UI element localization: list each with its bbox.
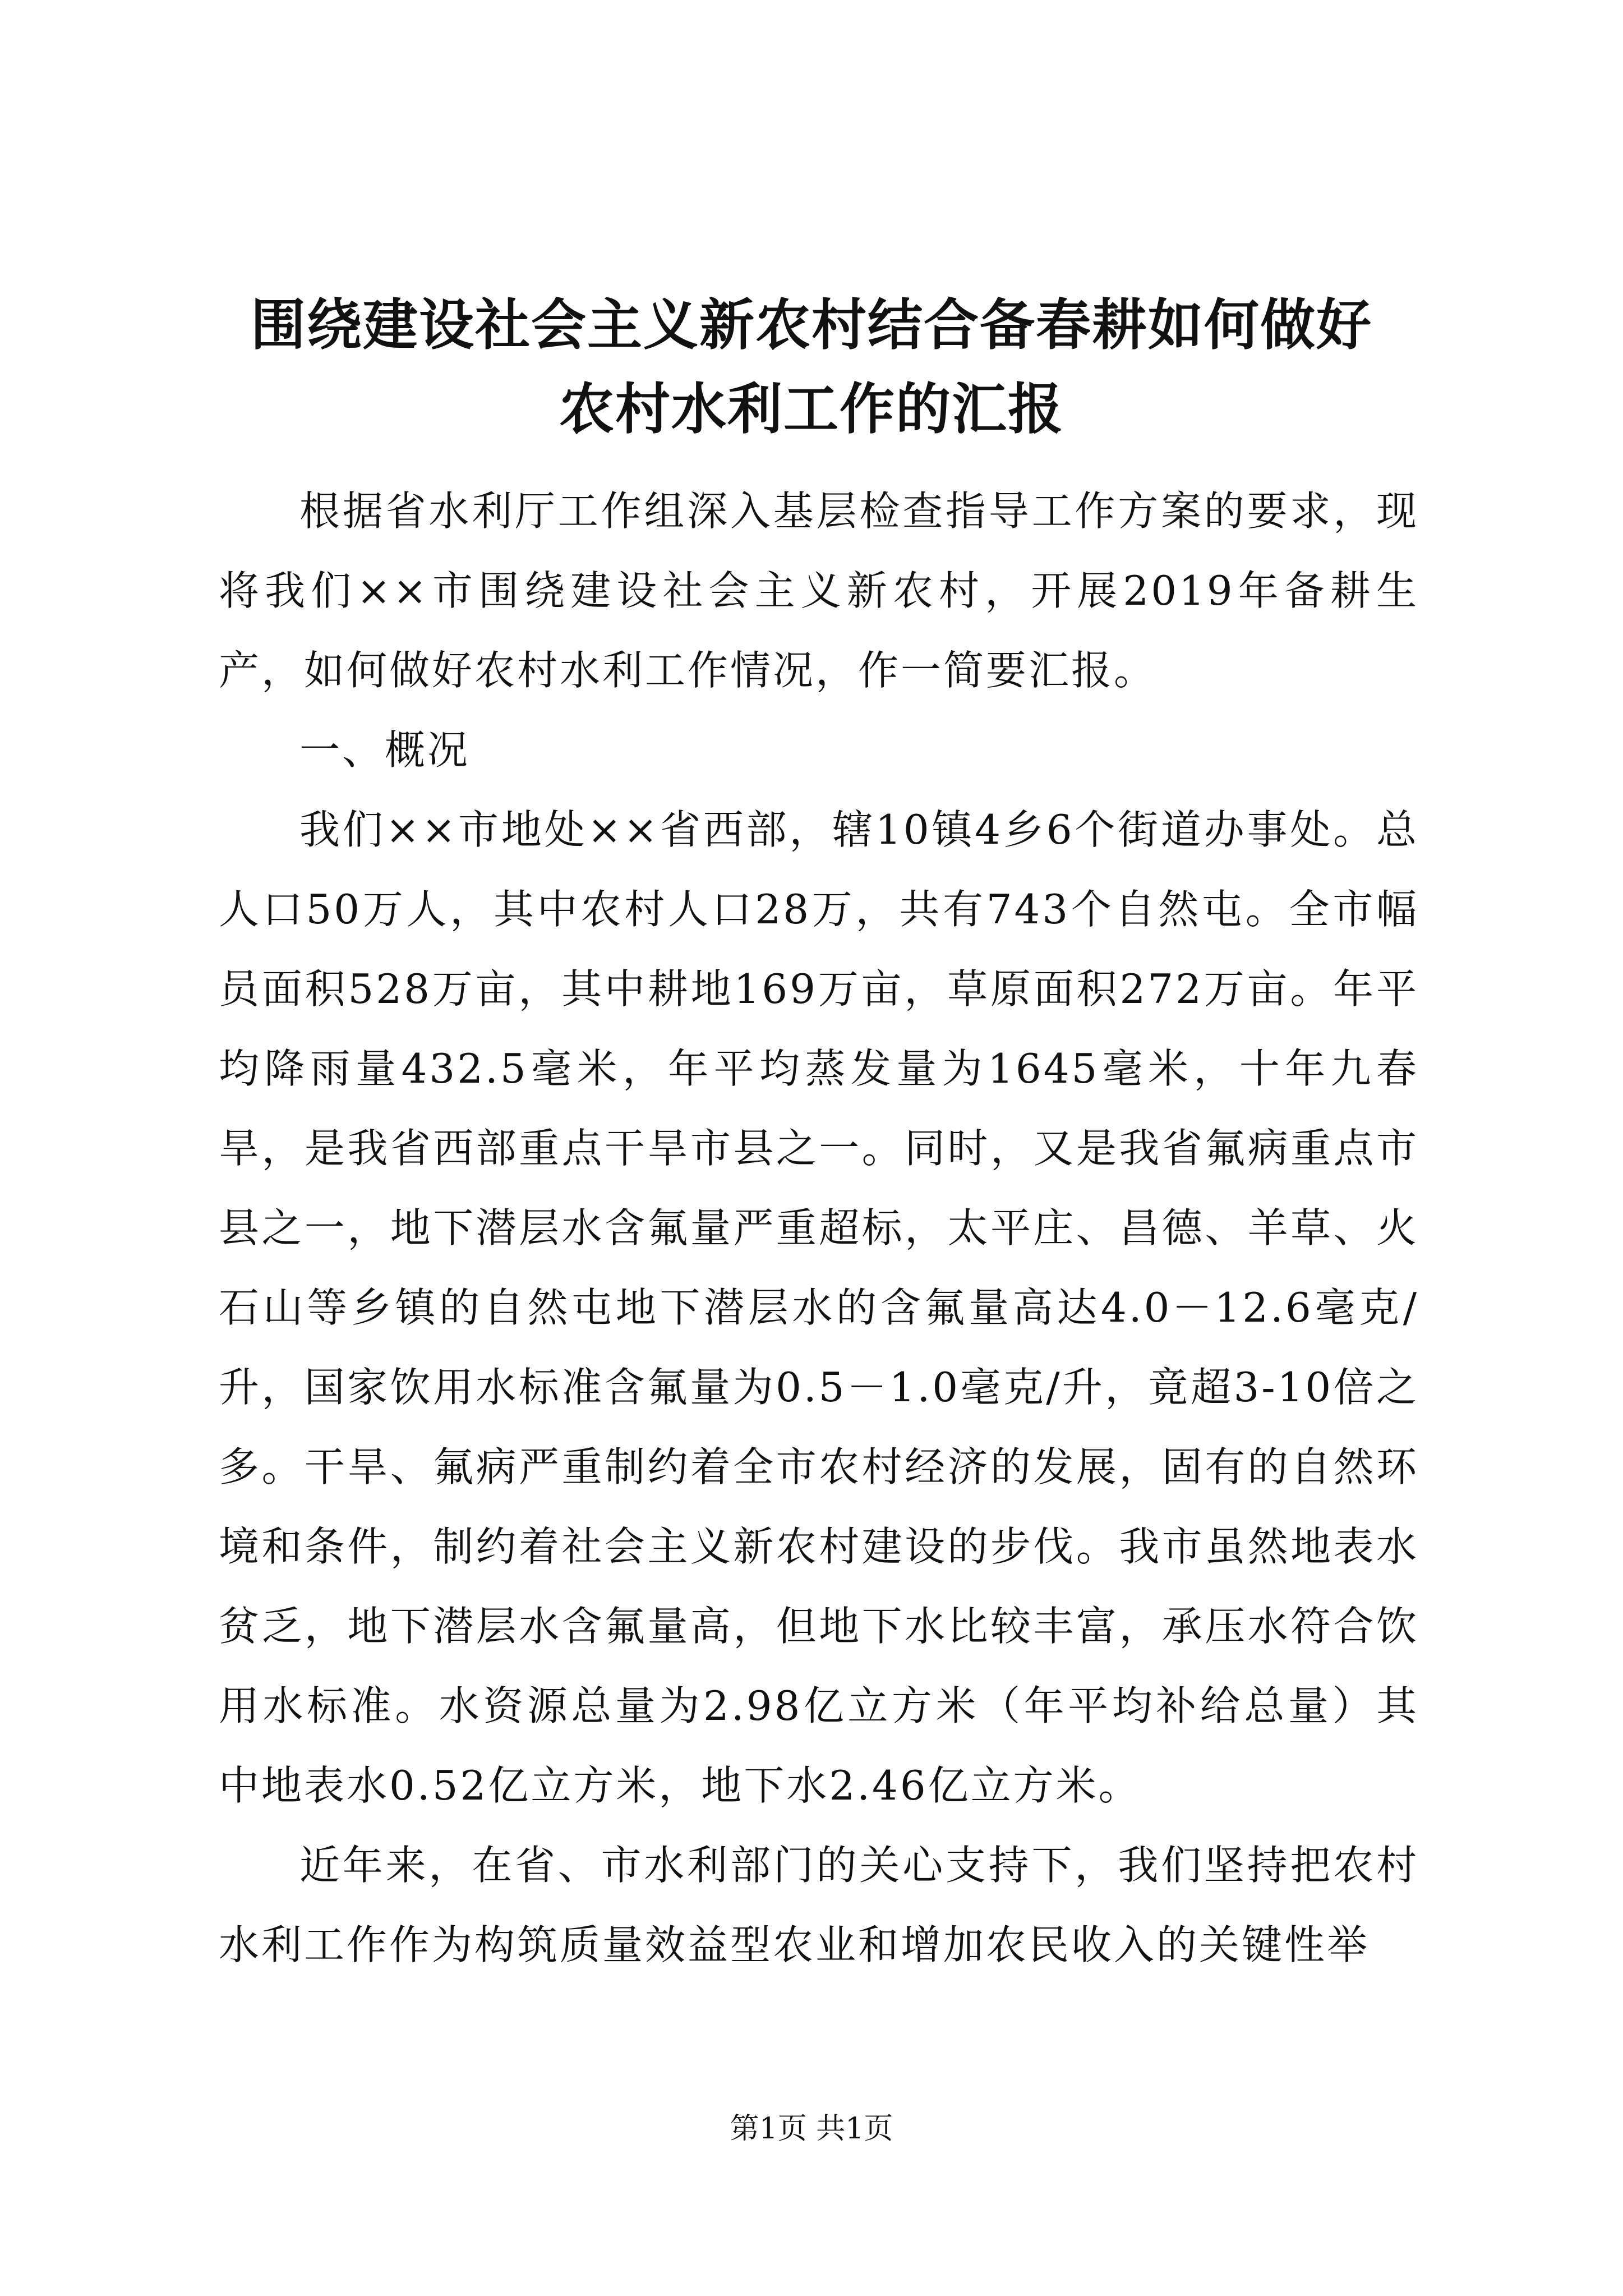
paragraph-overview: 我们××市地处××省西部，辖10镇4乡6个街道办事处。总人口50万人，其中农村人口28万，共有743个自然屯。全市幅员面积528万亩，其中耕地169万亩，草原面积272万亩。年平均降雨量432.5毫米，年平均蒸发量为1645毫米，十年九春旱，是我省西部重点干旱市县之一。同时，又是我省氟病重点市县之一，地下潜层水含氟量严重超标，太平庄、昌德、羊草、火石山等乡镇的自然屯地下潜层水的含氟量高达4.0－12.6毫克/升，国家饮用水标准含氟量为0.5－1.0毫克/升，竟超3-10倍之多。干旱、氟病严重制约着全市农村经济的发展，固有的自然环境和条件，制约着社会主义新农村建设的步伐。我市虽然地表水贫乏，地下潜层水含氟量高，但地下水比较丰富，承压水符合饮用水标准。水资源总量为2.98亿立方米（年平均补给总量）其中地表水0.52亿立方米，地下水2.46亿立方米。 bbox=[219, 806, 1419, 1809]
page-footer: 第1页 共1页 bbox=[730, 2112, 893, 2146]
document-body bbox=[219, 471, 1419, 1985]
document-title bbox=[168, 283, 1455, 452]
title-line-2: 农村水利工作的汇报 bbox=[559, 377, 1064, 441]
section-heading-overview: 一、概况 bbox=[299, 726, 471, 774]
title-line-1: 围绕建设社会主义新农村结合备春耕如何做好 bbox=[250, 293, 1372, 357]
paragraph-recent-years: 近年来，在省、市水利部门的关心支持下，我们坚持把农村水利工作作为构筑质量效益型农业和增加农民收入的关键性举 bbox=[219, 1842, 1419, 1968]
paragraph-intro: 根据省水利厅工作组深入基层检查指导工作方案的要求，现将我们××市围绕建设社会主义新农村，开展2019年备耕生产，如何做好农村水利工作情况，作一简要汇报。 bbox=[219, 487, 1419, 694]
